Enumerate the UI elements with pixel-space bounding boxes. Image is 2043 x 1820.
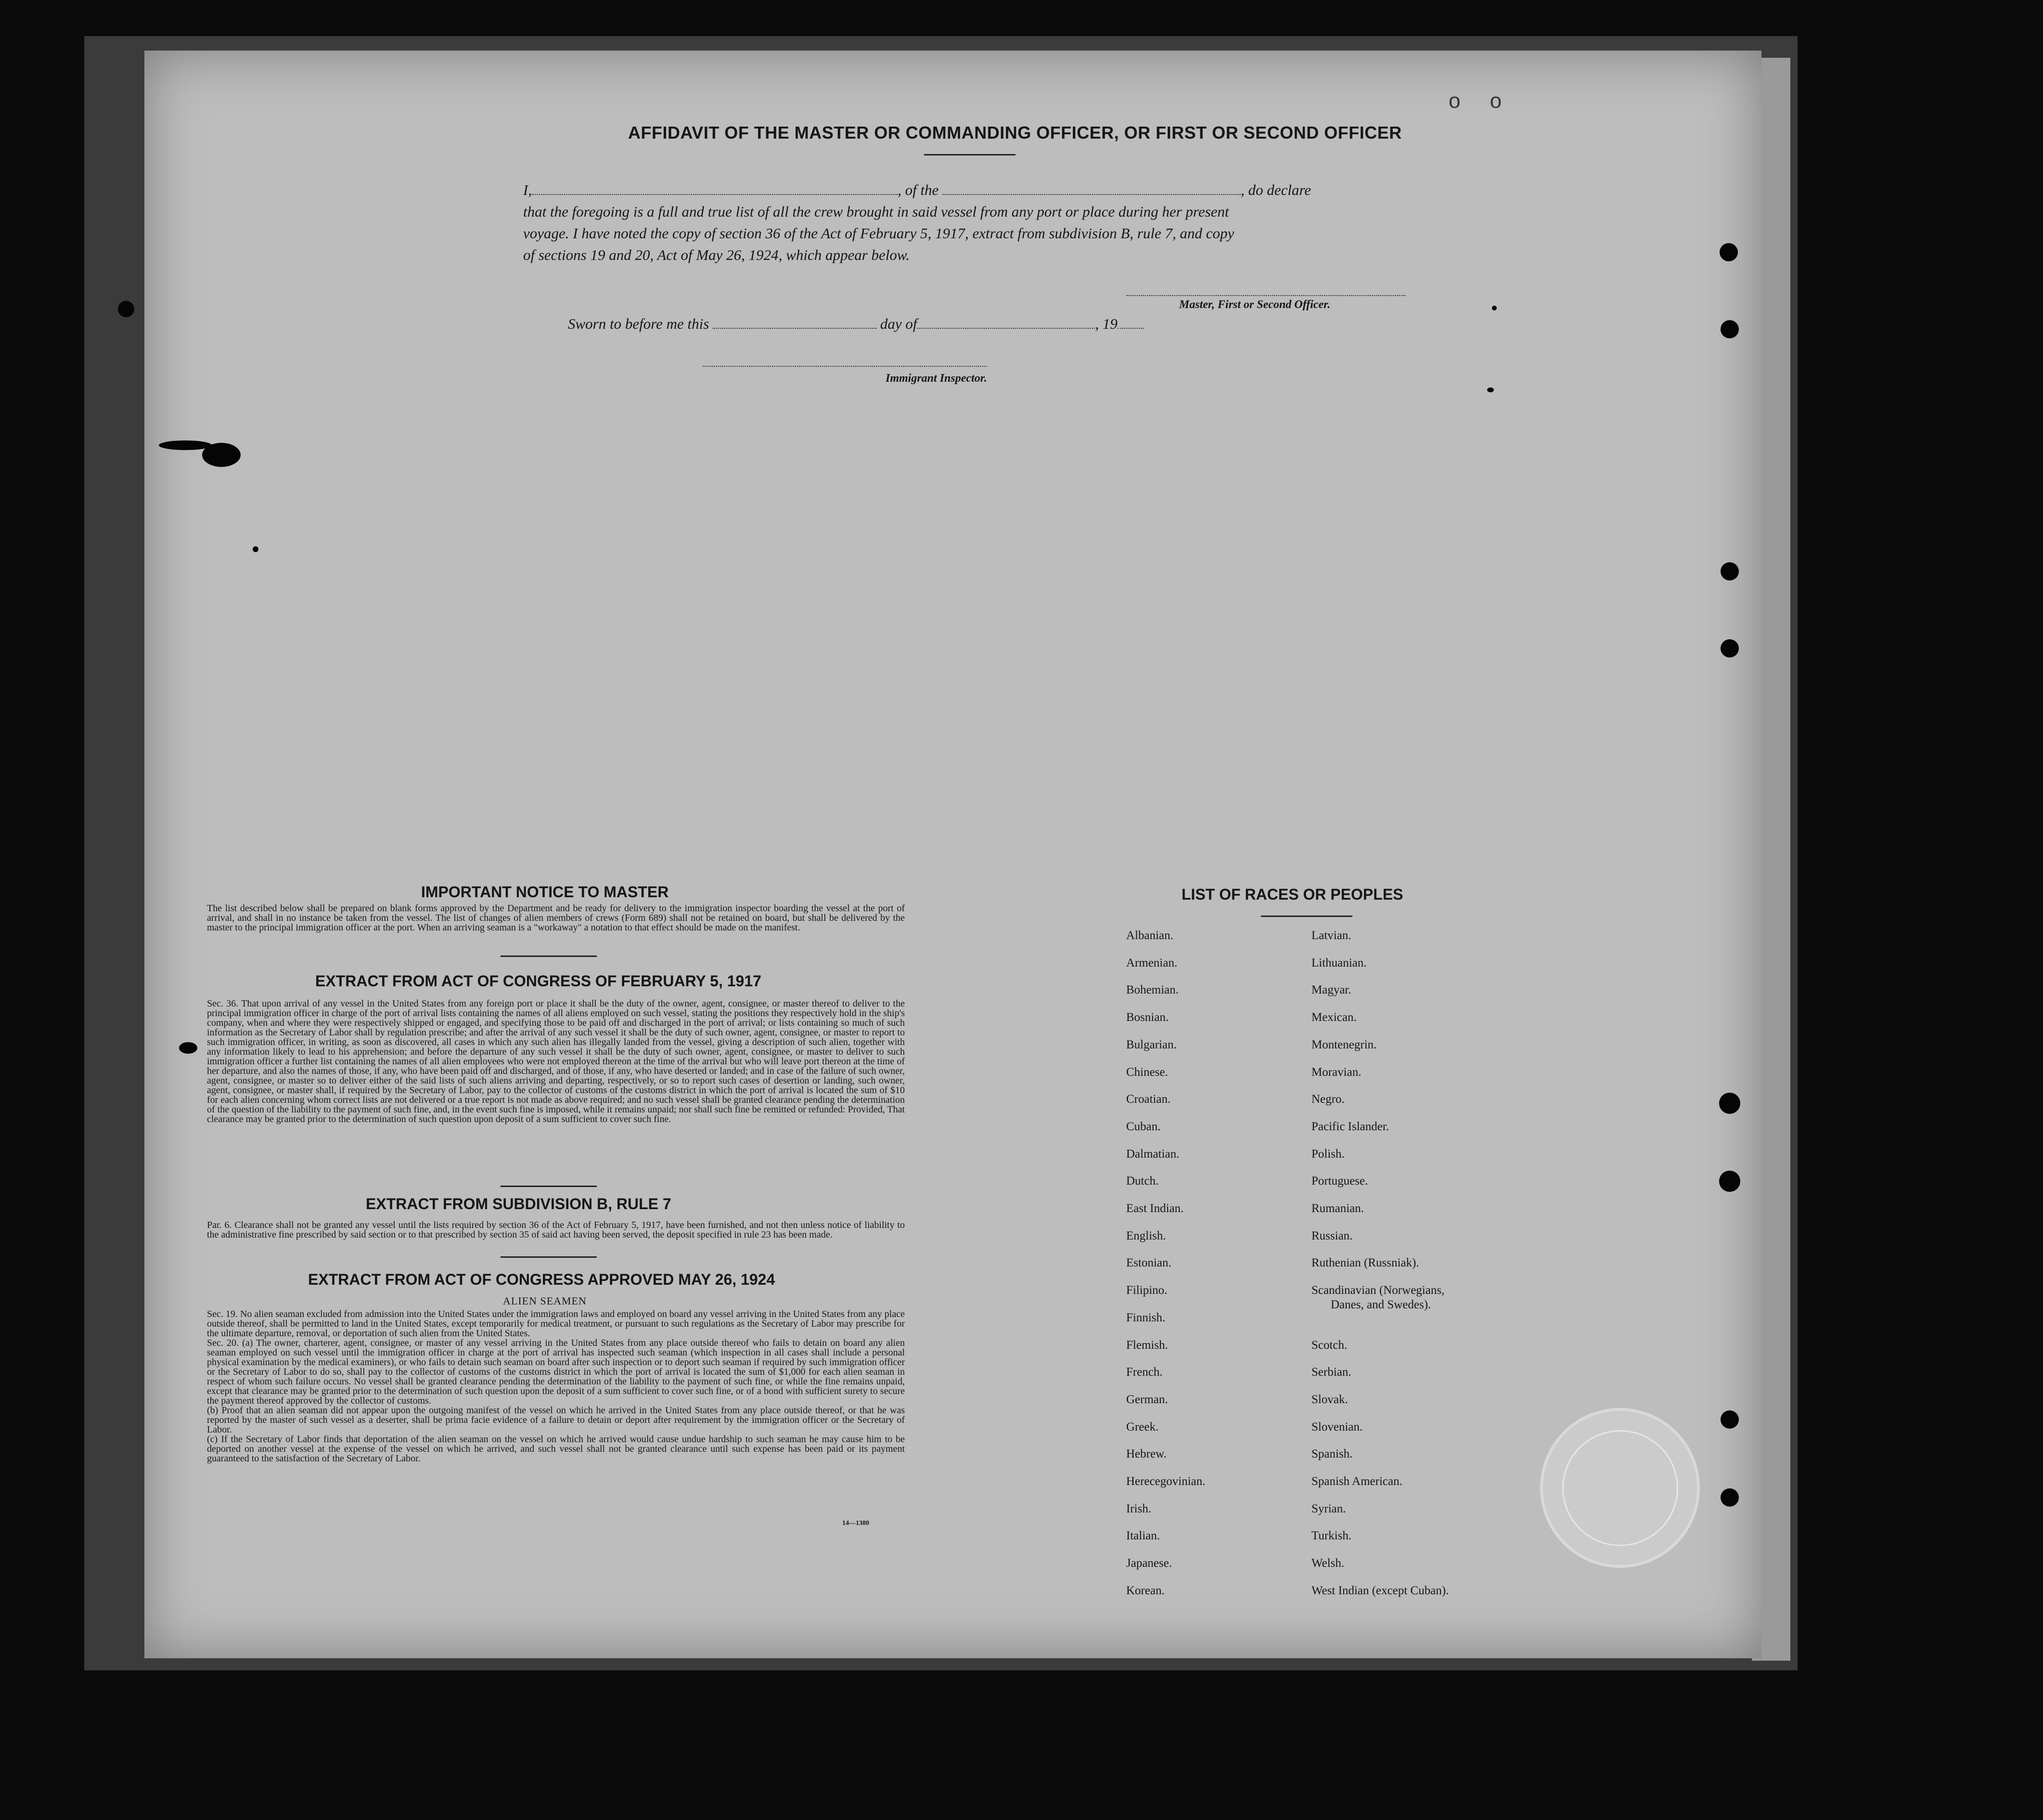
race-item: German.: [1126, 1393, 1168, 1406]
extract-1924-body: [207, 1309, 905, 1463]
race-item: Filipino.: [1126, 1284, 1168, 1297]
alien-seamen-subtitle: ALIEN SEAMEN: [503, 1295, 587, 1307]
race-item-continuation: Danes, and Swedes).: [1331, 1298, 1431, 1312]
race-item: Cuban.: [1126, 1120, 1161, 1133]
vessel-blank[interactable]: [942, 194, 1241, 195]
race-item: Portuguese.: [1311, 1175, 1368, 1188]
race-item: Scotch.: [1311, 1338, 1348, 1352]
race-item: Serbian.: [1311, 1366, 1351, 1379]
affidavit-title: AFFIDAVIT OF THE MASTER OR COMMANDING OFFICER, OR FIRST OR SECOND OFFICER: [628, 123, 1402, 142]
race-item: Slovenian.: [1311, 1420, 1363, 1433]
race-item: Japanese.: [1126, 1557, 1172, 1570]
race-item: Spanish.: [1311, 1447, 1353, 1461]
punch-hole: [118, 301, 134, 317]
inspector-signature-line[interactable]: [703, 366, 987, 367]
race-item: West Indian (except Cuban).: [1311, 1584, 1449, 1597]
master-caption: Master, First or Second Officer.: [1179, 298, 1331, 311]
race-item: Hebrew.: [1126, 1447, 1167, 1461]
punch-hole: [1721, 320, 1739, 338]
sec-19: Sec. 19. No alien seaman excluded from admission into the United States under the immigration laws and employed on board any vessel arriving in the United States from any place outside thereof, shall be permitted to land in the United States, except temporarily for medical treatment, or pursuant to such regulations as the Secretary of Labor may prescribe for the ultimate departure, removal, or deportation of such alien from the United States.: [207, 1309, 905, 1339]
race-item: Korean.: [1126, 1584, 1165, 1597]
race-item: Chinese.: [1126, 1065, 1168, 1079]
race-item: Moravian.: [1311, 1065, 1362, 1079]
ink-speck: [1487, 387, 1494, 392]
ink-speck: [1492, 306, 1497, 310]
title-rule: [924, 154, 1015, 155]
race-item: Dalmatian.: [1126, 1147, 1180, 1161]
day-of-label: day of: [880, 315, 917, 332]
sec-20c: (c) If the Secretary of Labor finds that deportation of the alien seaman on the vessel on which he arrived would cause undue hardship to such seaman he may cause him to be deported on another vessel at the expense of the vessel on which he arrived, and such vessel shall not be granted clearance until such expense has been paid or its payment guaranteed to the satisfaction of the Secretary of Labor.: [207, 1434, 905, 1464]
notice-title: IMPORTANT NOTICE TO MASTER: [421, 883, 669, 901]
race-item: Albanian.: [1126, 929, 1173, 942]
extract-rule7-title: EXTRACT FROM SUBDIVISION B, RULE 7: [366, 1195, 671, 1213]
race-item: Flemish.: [1126, 1338, 1168, 1352]
race-item: Bosnian.: [1126, 1011, 1169, 1024]
race-item: Irish.: [1126, 1502, 1152, 1515]
race-item: Finnish.: [1126, 1311, 1166, 1324]
race-item: Greek.: [1126, 1420, 1159, 1433]
extract-rule7-rule: [501, 1256, 597, 1258]
race-item: Polish.: [1311, 1147, 1345, 1161]
punch-hole: [1720, 243, 1738, 261]
ink-blot: [159, 440, 212, 450]
race-item: Dutch.: [1126, 1175, 1159, 1188]
punch-hole: [1719, 1171, 1740, 1192]
ink-speck: [179, 1042, 197, 1054]
sworn-label: Sworn to before me this: [568, 315, 709, 332]
punch-hole: [1721, 1488, 1739, 1507]
form-number: 14—1380: [842, 1520, 869, 1527]
race-item: Spanish American.: [1311, 1475, 1402, 1488]
document-page: [144, 51, 1761, 1658]
race-item: Herecegovinian.: [1126, 1475, 1206, 1488]
affidavit-line-3: voyage. I have noted the copy of section 36 of the Act of February 5, 1917, extract from subdivision B, rule 7, and copy: [523, 225, 1234, 242]
affidavit-line-2: that the foregoing is a full and true list of all the crew brought in said vessel from any port or place during her present: [523, 203, 1229, 220]
race-item: Russian.: [1311, 1229, 1353, 1242]
sworn-day-blank[interactable]: [713, 328, 876, 329]
race-item: Slovak.: [1311, 1393, 1348, 1406]
extract-1917-rule: [501, 1186, 597, 1187]
punch-hole: [1721, 639, 1739, 658]
ink-blot: [202, 443, 241, 467]
name-blank[interactable]: [532, 194, 898, 195]
races-rule: [1261, 916, 1352, 917]
race-item: Latvian.: [1311, 929, 1351, 942]
extract-1917-title: EXTRACT FROM ACT OF CONGRESS OF FEBRUARY 5, 1917: [315, 972, 761, 990]
notice-rule: [501, 955, 597, 957]
seal-inner-ring: [1562, 1430, 1678, 1546]
punch-hole: [1721, 562, 1739, 581]
race-item: Negro.: [1311, 1093, 1345, 1106]
affidavit-of-the: , of the: [898, 181, 939, 198]
race-item: Bulgarian.: [1126, 1038, 1177, 1051]
affidavit-declare: , do declare: [1241, 181, 1311, 198]
sworn-year-blank[interactable]: [1118, 328, 1144, 329]
race-item: Armenian.: [1126, 956, 1178, 969]
affidavit-i: I,: [523, 181, 532, 198]
extract-rule7-body: Par. 6. Clearance shall not be granted any vessel until the lists required by section 36 of the Act of February 5, 1917, have been furnished, and not then unless notice of liability to the administrative fine prescribed by said section or to that prescribed by section 35 of said act having been served, the deposit specified in rule 23 has been made.: [207, 1220, 905, 1240]
inspector-caption: Immigrant Inspector.: [886, 372, 987, 385]
race-item: Italian.: [1126, 1529, 1160, 1543]
race-item: Scandinavian (Norwegians,: [1311, 1284, 1445, 1297]
affidavit-line-1: [523, 181, 1311, 199]
extract-1917-body: Sec. 36. That upon arrival of any vessel in the United States from any foreign port or place it shall be the duty of the owner, agent, consignee, or master thereof to deliver to the principal immigration officer in charge of the port of arrival lists containing the names of all aliens employed on such vessel, stating the positions they respectively hold in the ship's company, when and where they were respectively shipped or engaged, and specifying those to be paid off and discharged in the port of arrival; or lists containing so much of such information as the Secretary of Labor shall by regulation prescribe; and after the arrival of any such vessel it shall be the duty of such owner, agent, consignee, or master to report to such immigration officer, in writing, as soon as discovered, all cases in which any such alien has illegally landed from the vessel, giving a description of such alien, together with any information likely to lead to his apprehension; and before the departure of any such vessel it shall be the duty of such owner, agent, consignee, or master to deliver to such immigration officer a further list containing the names of all alien employees who were not employed thereon at the time of the arrival but who will leave port thereon at the time of her departure, and also the names of those, if any, who have been paid off and discharged, and of those, if any, who have deserted or landed; and in case of the failure of such owner, agent, consignee, or master so to deliver either of the said lists of such aliens arriving and departing, respectively, or so to report such cases of desertion or landing, such owner, agent, consignee, or master shall, if required by the Secretary of Labor, pay to the collector of customs of the customs district in which the port of arrival is located the sum of $10 for each alien concerning whom correct lists are not delivered or a true report is not made as above required; and no such vessel shall be granted clearance pending the determination of the question of the liability to the payment of such fine, and, in the event such fine is imposed, while it remains unpaid; nor shall such fine be remitted or refunded: Provided, That clearance may be granted prior to the determination of such question upon deposit of a sum sufficient to cover such fine.: [207, 998, 905, 1124]
race-item: Montenegrin.: [1311, 1038, 1377, 1051]
race-item: Rumanian.: [1311, 1202, 1364, 1215]
sworn-line: [568, 315, 1144, 333]
pencil-mark: o o: [1449, 89, 1502, 113]
master-signature-line[interactable]: [1126, 295, 1405, 296]
sec-20a: Sec. 20. (a) The owner, charterer, agent, consignee, or master of any vessel arriving in the United States from any place outside thereof who fails to detain on board any alien seaman employed on such vessel until the immigration officer in charge at the port of arrival has inspected such seaman (which inspection in all cases shall include a personal physical examination by the medical examiners), or who fails to detain such seaman on board after such inspection or to deport such seaman if required by such immigration officer or the Secretary of Labor to do so, shall pay to the collector of customs of the customs district in which the port of arrival is located the sum of $1,000 for each alien seaman in respect of whom such failure occurs. No vessel shall be granted clearance pending the determination of the liability to the payment of such fine, or while the fine remains unpaid, except that clearance may be granted prior to the determination of such question upon the deposit of a sum sufficient to cover such fine, or of a bond with sufficient surety to secure the payment thereof approved by the collector of customs.: [207, 1338, 905, 1406]
ink-speck: [253, 546, 258, 552]
race-item: Ruthenian (Russniak).: [1311, 1256, 1419, 1270]
affidavit-line-4: of sections 19 and 20, Act of May 26, 1924, which appear below.: [523, 246, 910, 263]
punch-hole: [1719, 1093, 1740, 1114]
race-item: Pacific Islander.: [1311, 1120, 1389, 1133]
race-item: Croatian.: [1126, 1093, 1171, 1106]
notice-body: The list described below shall be prepared on blank forms approved by the Department and be ready for delivery to the immigration inspector boarding the vessel at the port of arrival, and shall in no instance be taken from the vessel. The list of changes of alien members of crews (Form 689) shall not be retained on board, but shall be delivered by the master to the principal immigration officer at the port. When an arriving seaman is a "workaway" a notation to that effect should be made on the manifest.: [207, 903, 905, 933]
year-prefix: , 19: [1095, 315, 1118, 332]
sec-20b: (b) Proof that an alien seaman did not appear upon the outgoing manifest of the vessel on which he arrived in the United States from any place outside thereof, or that he was reported by the master of such vessel as a deserter, shall be prima facie evidence of a failure to detain or deport after requirement by the immigration officer or the Secretary of Labor.: [207, 1405, 905, 1435]
race-item: Turkish.: [1311, 1529, 1352, 1543]
extract-1924-title: EXTRACT FROM ACT OF CONGRESS APPROVED MAY 26, 1924: [308, 1271, 775, 1288]
punch-hole: [1721, 1410, 1739, 1429]
race-item: Lithuanian.: [1311, 956, 1367, 969]
race-item: Bohemian.: [1126, 983, 1179, 997]
race-item: English.: [1126, 1229, 1166, 1242]
race-item: Syrian.: [1311, 1502, 1346, 1515]
race-item: Mexican.: [1311, 1011, 1357, 1024]
race-item: East Indian.: [1126, 1202, 1184, 1215]
race-item: Welsh.: [1311, 1557, 1345, 1570]
race-item: Estonian.: [1126, 1256, 1171, 1270]
embossed-seal: [1540, 1408, 1700, 1568]
race-item: French.: [1126, 1366, 1163, 1379]
sworn-month-blank[interactable]: [917, 328, 1095, 329]
race-item: Magyar.: [1311, 983, 1351, 997]
races-title: LIST OF RACES OR PEOPLES: [1182, 886, 1403, 903]
